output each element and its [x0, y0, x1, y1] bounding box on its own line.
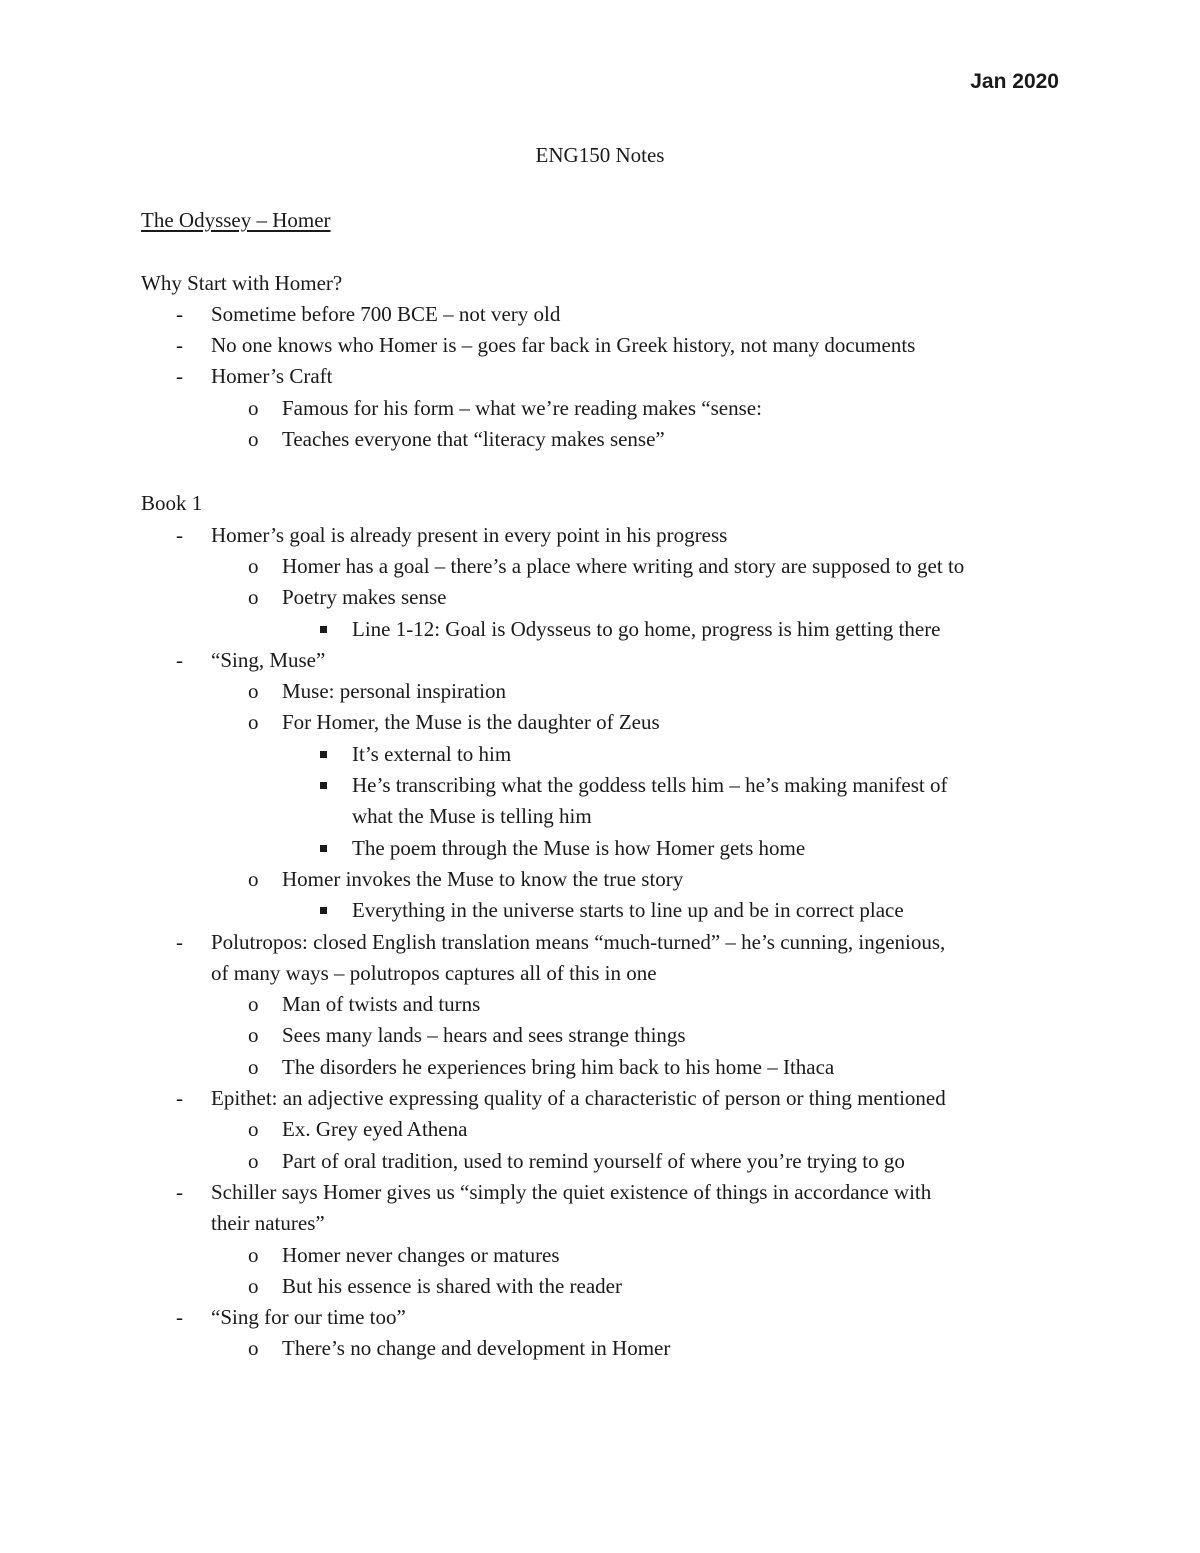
circle-bullet: o — [248, 1117, 259, 1142]
circle-bullet: o — [248, 710, 259, 735]
list-item: o Homer never changes or matures — [141, 1240, 1061, 1271]
list-item: o For Homer, the Muse is the daughter of Zeus — [141, 707, 1061, 738]
list-item: Everything in the universe starts to line up and be in correct place — [141, 895, 1061, 926]
dash-bullet: - — [176, 301, 183, 326]
list-item: - Homer’s goal is already present in every point in his progress — [141, 520, 1061, 551]
section-heading: The Odyssey – Homer — [141, 208, 331, 232]
circle-bullet: o — [248, 395, 259, 420]
dash-bullet: - — [176, 1305, 183, 1330]
list-item: o Muse: personal inspiration — [141, 676, 1061, 707]
dash-bullet: - — [176, 364, 183, 389]
document-title: ENG150 Notes — [535, 143, 665, 167]
square-bullet-icon — [320, 782, 327, 789]
list-item: o Sees many lands – hears and sees strange things — [141, 1020, 1061, 1051]
list-item: - Schiller says Homer gives us “simply the quiet existence of things in accordance with — [141, 1177, 1061, 1208]
circle-bullet: o — [248, 585, 259, 610]
dash-bullet: - — [176, 647, 183, 672]
circle-bullet: o — [248, 992, 259, 1017]
list-item: o Part of oral tradition, used to remind yourself of where you’re trying to go — [141, 1146, 1061, 1177]
circle-bullet: o — [248, 1273, 259, 1298]
list-item: - No one knows who Homer is – goes far back in Greek history, not many documents — [141, 330, 1061, 361]
book1-heading: Book 1 — [141, 491, 203, 516]
document-body — [141, 205, 1061, 1365]
header-date: Jan 2020 — [970, 70, 1059, 93]
list-item: o But his essence is shared with the reader — [141, 1271, 1061, 1302]
circle-bullet: o — [248, 427, 259, 452]
circle-bullet: o — [248, 1023, 259, 1048]
list-item-continuation: of many ways – polutropos captures all of this in one — [211, 960, 657, 985]
dash-bullet: - — [176, 522, 183, 547]
dash-bullet: - — [176, 929, 183, 954]
list-item: - Polutropos: closed English translation means “much-turned” – he’s cunning, ingenious, — [141, 927, 1061, 958]
square-bullet-icon — [320, 845, 327, 852]
dash-bullet: - — [176, 333, 183, 358]
circle-bullet: o — [248, 1336, 259, 1361]
list-item: o Famous for his form – what we’re reading makes “sense: — [141, 393, 1061, 424]
list-item: - “Sing for our time too” — [141, 1302, 1061, 1333]
list-item: He’s transcribing what the goddess tells him – he’s making manifest of — [141, 770, 1061, 801]
list-item: Line 1-12: Goal is Odysseus to go home, progress is him getting there — [141, 614, 1061, 645]
list-item: - Epithet: an adjective expressing quality of a characteristic of person or thing mentioned — [141, 1083, 1061, 1114]
square-bullet-icon — [320, 751, 327, 758]
list-item: - Homer’s Craft — [141, 361, 1061, 392]
list-item: o Homer has a goal – there’s a place where writing and story are supposed to get to — [141, 551, 1061, 582]
square-bullet-icon — [320, 626, 327, 633]
dash-bullet: - — [176, 1086, 183, 1111]
list-item-continuation: what the Muse is telling him — [352, 804, 592, 829]
circle-bullet: o — [248, 1054, 259, 1079]
circle-bullet: o — [248, 866, 259, 891]
list-item: o Man of twists and turns — [141, 989, 1061, 1020]
list-item: - Sometime before 700 BCE – not very old — [141, 299, 1061, 330]
list-item: The poem through the Muse is how Homer gets home — [141, 833, 1061, 864]
list-item: o Ex. Grey eyed Athena — [141, 1114, 1061, 1145]
list-item: - “Sing, Muse” — [141, 645, 1061, 676]
circle-bullet: o — [248, 1148, 259, 1173]
list-item: o Poetry makes sense — [141, 582, 1061, 613]
square-bullet-icon — [320, 907, 327, 914]
list-item: o Teaches everyone that “literacy makes sense” — [141, 424, 1061, 455]
list-item: o Homer invokes the Muse to know the true story — [141, 864, 1061, 895]
list-item: o There’s no change and development in Homer — [141, 1333, 1061, 1364]
list-item-continuation: their natures” — [211, 1211, 325, 1236]
circle-bullet: o — [248, 1242, 259, 1267]
circle-bullet: o — [248, 553, 259, 578]
why-heading: Why Start with Homer? — [141, 270, 343, 295]
dash-bullet: - — [176, 1179, 183, 1204]
list-item: It’s external to him — [141, 739, 1061, 770]
list-item: o The disorders he experiences bring him back to his home – Ithaca — [141, 1052, 1061, 1083]
circle-bullet: o — [248, 679, 259, 704]
